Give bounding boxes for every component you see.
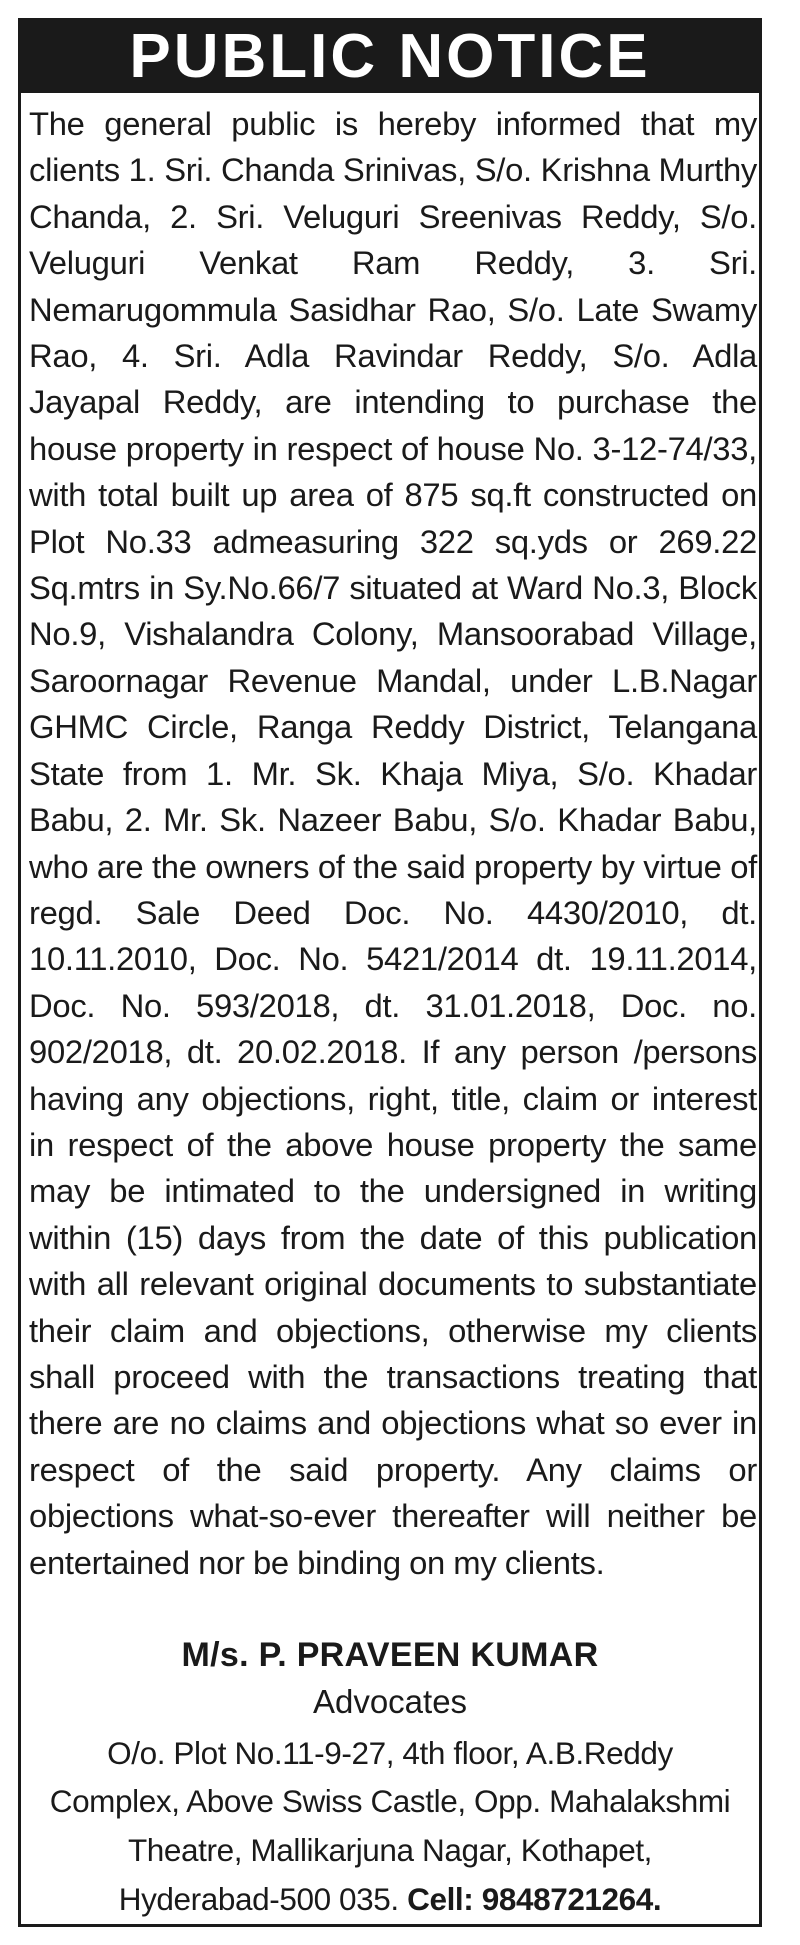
address-line-2: Complex, Above Swiss Castle, Opp. Mahalakshmi: [49, 1783, 731, 1819]
public-notice-box: [18, 18, 762, 1927]
title-banner: [21, 21, 759, 93]
address-line-3: Theatre, Mallikarjuna Nagar, Kothapet,: [127, 1832, 653, 1868]
advocate-role: Advocates: [312, 1683, 468, 1720]
notice-title: PUBLIC NOTICE: [129, 22, 651, 91]
advocate-firm-name: M/s. P. PRAVEEN KUMAR: [181, 1636, 599, 1674]
address-city-pin: Hyderabad-500 035.: [118, 1881, 399, 1917]
address-line-1: O/o. Plot No.11-9-27, 4th floor, A.B.Reddy: [107, 1735, 673, 1771]
cell-number: Cell: 9848721264.: [407, 1881, 662, 1917]
address-line-4: [21, 1877, 759, 1921]
notice-body: The general public is hereby informed that my clients 1. Sri. Chanda Srinivas, S/o. Krishna Murthy Chanda, 2. Sri. Veluguri Sreenivas Reddy, S/o. Veluguri Venkat Ram Reddy, 3. Sri. Nemarugommula Sasidhar Rao, S/o. Late Swamy Rao, 4. Sri. Adla Ravindar Reddy, S/o. Adla Jayapal Reddy, are intending to purchase the house property in respect of house No. 3-12-74/33, with total built up area of 875 sq.ft constructed on Plot No.33 admeasuring 322 sq.yds or 269.22 Sq.mtrs in Sy.No.66/7 situated at Ward No.3, Block No.9, Vishalandra Colony, Mansoorabad Village, Saroornagar Revenue Mandal, under L.B.Nagar GHMC Circle, Ranga Reddy District, Telangana State from 1. Mr. Sk. Khaja Miya, S/o. Khadar Babu, 2. Mr. Sk. Nazeer Babu, S/o. Khadar Babu, who are the owners of the said property by virtue of regd. Sale Deed Doc. No. 4430/2010, dt. 10.11.2010, Doc. No. 5421/2014 dt. 19.11.2014, Doc. No. 593/2018, dt. 31.01.2018, Doc. no. 902/2018, dt. 20.02.2018. If any person /persons having any objections, right, title, claim or interest in respect of the above house property the same may be intimated to the undersigned in writing within (15) days from the date of this publication with all relevant original documents to substantiate their claim and objections, otherwise my clients shall proceed with the transactions treating that there are no claims and objections what so ever in respect of the said property. Any claims or objections what-so-ever thereafter will neither be entertained nor be binding on my clients.: [29, 105, 757, 1581]
